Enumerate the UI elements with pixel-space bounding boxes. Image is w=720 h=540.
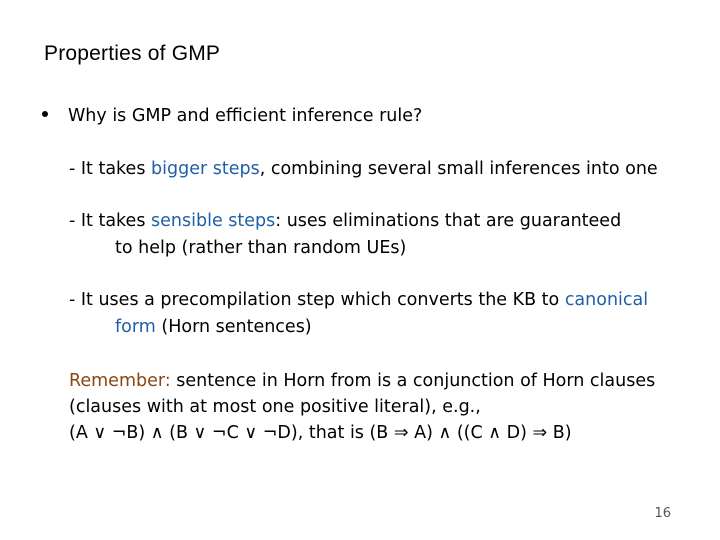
item2-line2: to help (rather than random UEs) <box>115 238 407 258</box>
page-number: 16 <box>654 506 671 521</box>
item3-highlight: canonical <box>564 290 649 310</box>
bullet-question <box>42 106 422 126</box>
remember-line2: (clauses with at most one positive literal), e.g., <box>69 397 481 417</box>
item3-line2-suffix: (Horn sentences) <box>155 317 312 337</box>
bullet-text: Why is GMP and efficient inference rule? <box>68 106 423 126</box>
remember-block <box>69 368 655 446</box>
item2-highlight: sensible steps <box>151 211 276 231</box>
remember-formula: (A ∨ ¬B) ∧ (B ∨ ¬C ∨ ¬D), that is (B ⇒ A) ∧ ((C ∧ D) ⇒ B) <box>69 423 572 443</box>
remember-label: Remember: <box>69 371 171 391</box>
bullet-dot-icon <box>42 111 48 117</box>
item-sensible-steps <box>69 208 621 262</box>
remember-line1: sentence in Horn from is a conjunction of Horn clauses <box>170 371 656 391</box>
item-bigger-steps <box>69 156 658 183</box>
item-precompilation <box>69 287 648 341</box>
item3-prefix: - It uses a precompilation step which converts the KB to <box>69 290 565 310</box>
item3-line2-highlight: form <box>115 317 156 337</box>
item2-suffix: : uses eliminations that are guaranteed <box>275 211 622 231</box>
item1-highlight: bigger steps <box>151 159 260 179</box>
slide-title: Properties of GMP <box>44 42 221 65</box>
item1-suffix: , combining several small inferences into one <box>259 159 658 179</box>
item2-prefix: - It takes <box>69 211 152 231</box>
item1-prefix: - It takes <box>69 159 152 179</box>
